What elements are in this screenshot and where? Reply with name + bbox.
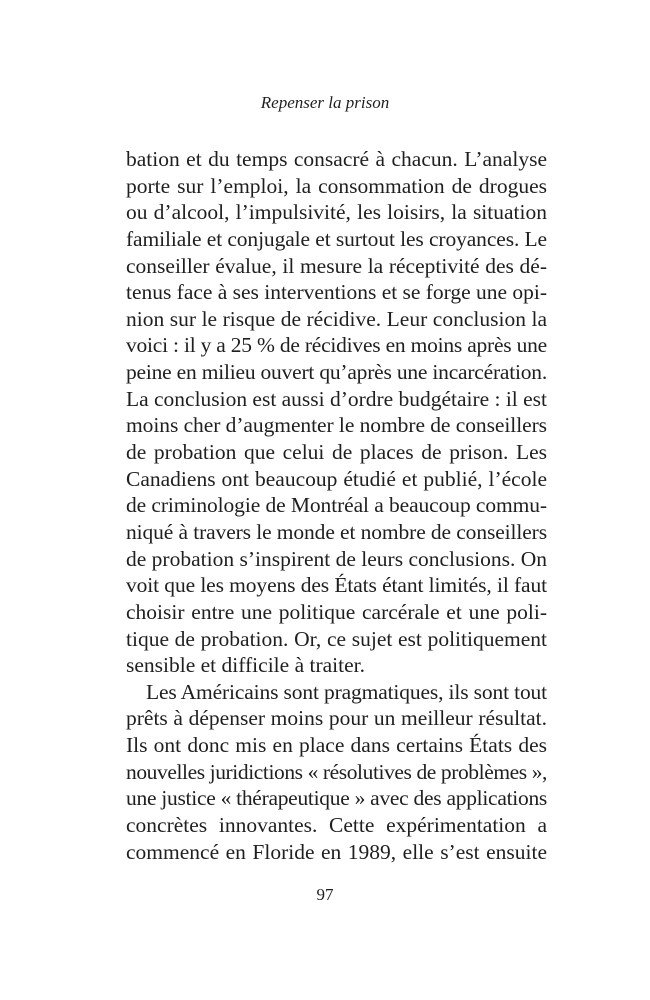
text-line: choisir entre une politique carcérale et une poli- <box>126 599 547 624</box>
body-text <box>126 146 547 865</box>
text-line: prêts à dépenser moins pour un meilleur résultat. <box>126 706 547 731</box>
text-line: de probation s’inspirent de leurs conclusions. On <box>126 546 547 571</box>
text-line: familiale et conjugale et surtout les croyances. Le <box>126 226 547 251</box>
page-number: 97 <box>316 885 334 904</box>
text-line: concrètes innovantes. Cette expérimentation a <box>126 813 547 838</box>
text-line: moins cher d’augmenter le nombre de conseillers <box>126 413 547 438</box>
text-line: commencé en Floride en 1989, elle s’est ensuite <box>126 839 547 864</box>
paragraph-end-line: sensible et difficile à traiter. <box>126 653 365 678</box>
text-line: voici : il y a 25 % de récidives en moins après une <box>126 333 547 358</box>
text-line: Canadiens ont beaucoup étudié et publié, l’école <box>126 466 547 491</box>
paragraph-start-line: Les Américains sont pragmatiques, ils sont tout <box>146 679 547 704</box>
text-line: bation et du temps consacré à chacun. L’analyse <box>126 147 547 171</box>
text-line: niqué à travers le monde et nombre de conseillers <box>126 519 547 544</box>
text-line: La conclusion est aussi d’ordre budgétaire : il est <box>126 386 547 411</box>
text-line: tenus face à ses interventions et se forge une opi- <box>126 280 547 305</box>
text-line: une justice « thérapeutique » avec des applications <box>126 786 547 811</box>
text-line: nouvelles juridictions « résolutives de problèmes », <box>126 759 547 784</box>
text-line: conseiller évalue, il mesure la réceptivité des dé- <box>126 253 547 278</box>
text-line: porte sur l’emploi, la consommation de drogues <box>126 173 547 198</box>
text-line: voit que les moyens des États étant limités, il faut <box>126 573 547 598</box>
text-line: tique de probation. Or, ce sujet est politiquement <box>126 626 547 651</box>
text-line: de criminologie de Montréal a beaucoup commu- <box>126 493 547 518</box>
text-line: Ils ont donc mis en place dans certains États des <box>126 733 547 758</box>
text-line: nion sur le risque de récidive. Leur conclusion la <box>126 306 547 331</box>
text-line: ou d’alcool, l’impulsivité, les loisirs, la situation <box>126 200 547 225</box>
text-line: peine en milieu ouvert qu’après une incarcération. <box>126 360 547 385</box>
text-line: de probation que celui de places de prison. Les <box>126 440 547 465</box>
running-header-title: Repenser la prison <box>260 93 390 112</box>
